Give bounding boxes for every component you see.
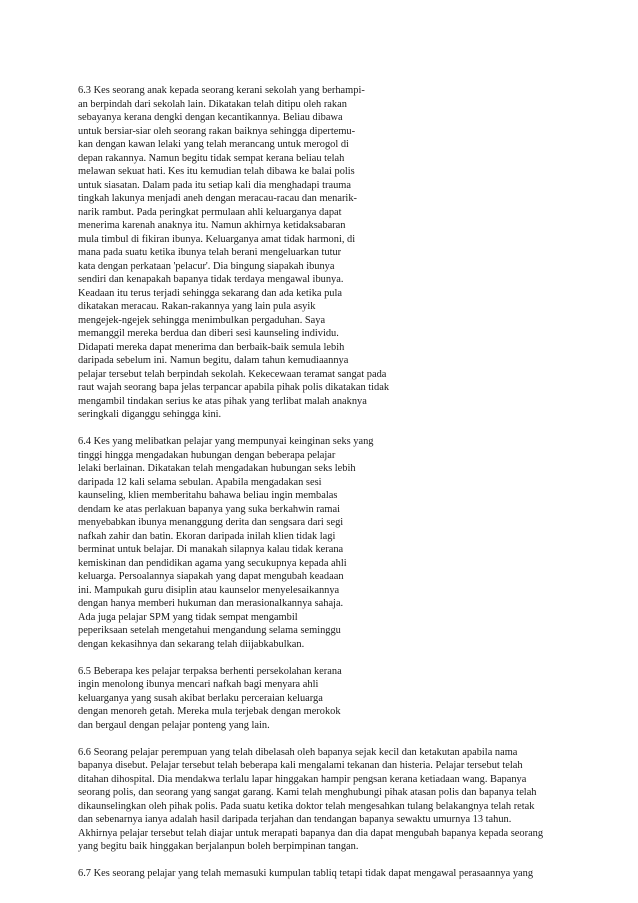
text-line: untuk siasatan. Dalam pada itu setiap kali dia menghadapi trauma bbox=[78, 179, 351, 191]
text-line: seringkali diganggu sehingga kini. bbox=[78, 409, 222, 420]
text-line: dendam ke atas perlakuan bapanya yang suka berkahwin ramai bbox=[78, 503, 340, 515]
text-line: Keadaan itu terus terjadi sehingga sekarang dan ada ketika pula bbox=[78, 287, 342, 299]
text-line: seorang polis, dan seorang yang sangat garang. Kami telah menghubungi pihak atasan polis dan bapanya telah bbox=[78, 787, 537, 798]
text-line: 6.4 Kes yang melibatkan pelajar yang mempunyai keinginan seks yang bbox=[78, 436, 374, 447]
text-line: untuk bersiar-siar oleh seorang rakan baiknya sehingga dipertemu- bbox=[78, 125, 356, 137]
text-line: dan sebenarnya ianya adalah hasil daripada terjahan dan tendangan bapanya sewaktu umurnya 13 tahun. bbox=[78, 814, 512, 825]
text-line: nafkah zahir dan batin. Ekoran daripada inilah klien tidak lagi bbox=[78, 530, 336, 542]
text-line: mana pada suatu ketika ibunya telah berani mengeluarkan tutur bbox=[78, 247, 342, 258]
text-line: raut wajah seorang bapa jelas terpancar apabila pihak polis dikatakan tidak bbox=[78, 382, 390, 393]
text-line: dikatakan meracau. Rakan-rakannya yang lain pula asyik bbox=[78, 301, 316, 312]
text-line: Didapati mereka dapat menerima dan berbaik-baik semula lebih bbox=[78, 341, 345, 353]
text-line: menerima karenah anaknya itu. Namun akhirnya ketidaksabaran bbox=[78, 220, 346, 231]
text-line: kata dengan perkataan 'pelacur'. Dia bingung siapakah ibunya bbox=[78, 260, 335, 272]
text-line: pelajar tersebut telah berpindah sekolah. Kekecewaan teramat sangat pada bbox=[78, 368, 387, 380]
text-line: dengan hanya memberi hukuman dan merasionalkannya sahaja. bbox=[78, 598, 344, 609]
text-line: daripada 12 kali selama sebulan. Apabila mengadakan sesi bbox=[78, 476, 322, 488]
text-line: dengan menoreh getah. Mereka mula terjebak dengan merokok bbox=[78, 706, 341, 717]
text-line: mula timbul di fikiran ibunya. Keluarganya amat tidak harmoni, di bbox=[78, 233, 356, 245]
text-line: kemiskinan dan pendidikan agama yang secukupnya kepada ahli bbox=[78, 557, 347, 569]
paragraph bbox=[78, 746, 568, 854]
text-line: sebayanya kerana dengki dengan kecantikannya. Beliau dibawa bbox=[78, 112, 343, 123]
text-line: kaunseling, klien memberitahu bahawa beliau ingin membalas bbox=[78, 490, 338, 501]
text-line: peperiksaan setelah mengetahui mengandung selama seminggu bbox=[78, 625, 341, 636]
text-line: menyebabkan ibunya menanggung derita dan sengsara dari segi bbox=[78, 517, 344, 528]
text-line: depan rakannya. Namun begitu tidak sempat kerana beliau telah bbox=[78, 152, 345, 164]
text-line: dikaunselingkan oleh pihak polis. Pada suatu ketika doktor telah mengesahkan tulang belakangnya telah retak bbox=[78, 800, 535, 812]
text-line: dengan kekasihnya dan sekarang telah diijabkabulkan. bbox=[78, 638, 305, 650]
text-line: ingin menolong ibunya mencari nafkah bagi menyara ahli bbox=[78, 679, 319, 690]
text-line: 6.6 Seorang pelajar perempuan yang telah dibelasah oleh bapanya sejak kecil dan ketakutan apabila nama bbox=[78, 746, 518, 758]
text-line: melawan sekuat hati. Kes itu kemudian telah dibawa ke balai polis bbox=[78, 166, 355, 177]
text-line: tinggi hingga mengadakan hubungan dengan beberapa pelajar bbox=[78, 449, 336, 461]
text-line: an berpindah dari sekolah lain. Dikatakan telah ditipu oleh rakan bbox=[78, 98, 347, 110]
text-line: ini. Mampukah guru disiplin atau kaunselor menyelesaikannya bbox=[78, 584, 340, 596]
text-line: tingkah lakunya menjadi aneh dengan meracau-racau dan menarik- bbox=[78, 193, 357, 204]
text-line: 6.7 Kes seorang pelajar yang telah memasuki kumpulan tabliq tetapi tidak dapat mengawal perasaannya yang bbox=[78, 868, 534, 879]
text-line: keluarga. Persoalannya siapakah yang dapat mengubah keadaan bbox=[78, 571, 344, 582]
text-line: ditahan dihospital. Dia mendakwa terlalu lapar hinggakan hampir pengsan kerana ketiadaan wang. Bapanya bbox=[78, 773, 527, 785]
text-line: lelaki berlainan. Dikatakan telah mengadakan hubungan seks lebih bbox=[78, 463, 356, 474]
text-line: daripada sebelum ini. Namun begitu, dalam tahun kemudiaannya bbox=[78, 355, 349, 366]
text-line: Ada juga pelajar SPM yang tidak sempat mengambil bbox=[78, 611, 298, 623]
text-line: berminat untuk belajar. Di manakah silapnya kalau tidak kerana bbox=[78, 544, 344, 555]
text-line: 6.5 Beberapa kes pelajar terpaksa berhenti persekolahan kerana bbox=[78, 665, 342, 677]
text-line: 6.3 Kes seorang anak kepada seorang kerani sekolah yang berhampi- bbox=[78, 85, 365, 96]
text-line: sendiri dan kenapakah bapanya tidak terdaya mengawal ibunya. bbox=[78, 274, 344, 285]
text-line: memanggil mereka berdua dan diberi sesi kaunseling individu. bbox=[78, 328, 339, 339]
text-line: mengambil tindakan serius ke atas pihak yang terlibat malah anaknya bbox=[78, 395, 367, 407]
paragraph bbox=[78, 665, 568, 733]
paragraph bbox=[78, 435, 568, 651]
text-line: narik rambut. Pada peringkat permulaan ahli keluarganya dapat bbox=[78, 206, 342, 218]
paragraph bbox=[78, 84, 568, 422]
paragraph bbox=[78, 867, 568, 881]
document-body bbox=[78, 84, 568, 881]
text-line: kan dengan kawan lelaki yang telah merancang untuk merogol di bbox=[78, 139, 349, 150]
text-line: mengejek-ngejek sehingga menimbulkan pergaduhan. Saya bbox=[78, 314, 326, 326]
text-line: yang begitu baik hinggakan berjalanpun boleh berpimpinan tangan. bbox=[78, 841, 359, 852]
text-line: dan bergaul dengan pelajar ponteng yang lain. bbox=[78, 719, 270, 731]
text-line: bapanya disebut. Pelajar tersebut telah beberapa kali mengalami tekanan dan histeria. Pelajar tersebut telah bbox=[78, 760, 523, 771]
text-line: Akhirnya pelajar tersebut telah diajar untuk merapati bapanya dan dia dapat mengubah bapanya kepada seorang bbox=[78, 827, 544, 839]
text-line: keluarganya yang susah akibat berlaku perceraian keluarga bbox=[78, 692, 323, 704]
